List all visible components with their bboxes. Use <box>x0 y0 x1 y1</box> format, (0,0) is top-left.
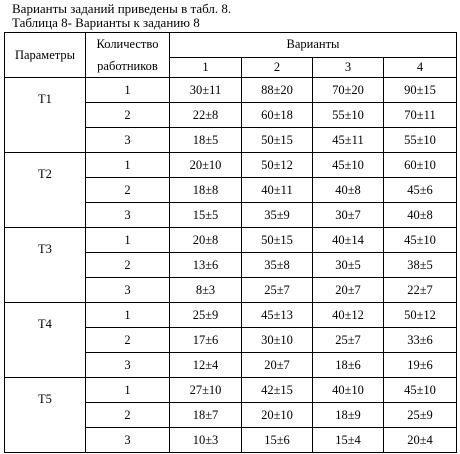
parameter-name: T5 <box>5 378 86 453</box>
variant-value-cell: 18±6 <box>313 353 384 378</box>
worker-count-cell: 3 <box>86 203 170 228</box>
variant-value-cell: 60±10 <box>384 153 457 178</box>
variant-value-cell: 25±7 <box>242 278 313 303</box>
worker-count-cell: 3 <box>86 428 170 453</box>
variant-value-cell: 13±6 <box>170 253 242 278</box>
variant-value-cell: 30±5 <box>313 253 384 278</box>
variant-value-cell: 50±15 <box>242 228 313 253</box>
variant-value-cell: 40±14 <box>313 228 384 253</box>
variant-value-cell: 18±5 <box>170 128 242 153</box>
variant-value-cell: 20±10 <box>242 403 313 428</box>
variant-value-cell: 30±7 <box>313 203 384 228</box>
worker-count-cell: 1 <box>86 153 170 178</box>
variant-value-cell: 35±8 <box>242 253 313 278</box>
worker-count-cell: 1 <box>86 228 170 253</box>
worker-count-cell: 2 <box>86 103 170 128</box>
variant-value-cell: 45±6 <box>384 178 457 203</box>
variant-value-cell: 45±10 <box>384 228 457 253</box>
header-worker-count <box>86 33 170 78</box>
variant-value-cell: 20±4 <box>384 428 457 453</box>
variant-value-cell: 8±3 <box>170 278 242 303</box>
variant-value-cell: 18±8 <box>170 178 242 203</box>
parameter-name: T1 <box>5 78 86 153</box>
variant-value-cell: 40±12 <box>313 303 384 328</box>
worker-count-cell: 3 <box>86 278 170 303</box>
header-variant-number: 1 <box>170 57 242 77</box>
variant-value-cell: 70±20 <box>313 78 384 103</box>
parameter-name: T2 <box>5 153 86 228</box>
variant-value-cell: 70±11 <box>384 103 457 128</box>
variant-value-cell: 55±10 <box>313 103 384 128</box>
variant-value-cell: 22±7 <box>384 278 457 303</box>
variant-value-cell: 17±6 <box>170 328 242 353</box>
variant-value-cell: 25±9 <box>384 403 457 428</box>
variant-value-cell: 50±12 <box>384 303 457 328</box>
variant-value-cell: 30±11 <box>170 78 242 103</box>
variants-table <box>4 32 457 453</box>
variant-value-cell: 15±6 <box>242 428 313 453</box>
variant-value-cell: 50±12 <box>242 153 313 178</box>
variant-value-cell: 45±13 <box>242 303 313 328</box>
header-variant-number: 4 <box>384 57 457 77</box>
variant-value-cell: 35±9 <box>242 203 313 228</box>
header-variants: Варианты <box>170 33 457 58</box>
variant-value-cell: 15±4 <box>313 428 384 453</box>
variant-value-cell: 20±7 <box>242 353 313 378</box>
variant-value-cell: 55±10 <box>384 128 457 153</box>
worker-count-cell: 2 <box>86 328 170 353</box>
variant-value-cell: 22±8 <box>170 103 242 128</box>
variant-value-cell: 10±3 <box>170 428 242 453</box>
table-row <box>5 378 457 403</box>
variant-value-cell: 30±10 <box>242 328 313 353</box>
variant-value-cell: 40±8 <box>313 178 384 203</box>
table-row <box>5 303 457 328</box>
variant-value-cell: 25±9 <box>170 303 242 328</box>
variant-value-cell: 42±15 <box>242 378 313 403</box>
intro-line: Варианты заданий приведены в табл. 8. <box>12 1 232 16</box>
worker-count-cell: 2 <box>86 253 170 278</box>
variant-value-cell: 88±20 <box>242 78 313 103</box>
variant-value-cell: 18±7 <box>170 403 242 428</box>
variant-value-cell: 25±7 <box>313 328 384 353</box>
header-variant-number: 2 <box>242 57 313 77</box>
header-count-line1: Количество <box>96 37 159 51</box>
variant-value-cell: 33±6 <box>384 328 457 353</box>
variant-value-cell: 18±9 <box>313 403 384 428</box>
variant-value-cell: 45±10 <box>384 378 457 403</box>
variant-value-cell: 12±4 <box>170 353 242 378</box>
worker-count-cell: 2 <box>86 178 170 203</box>
variant-value-cell: 60±18 <box>242 103 313 128</box>
table-row <box>5 228 457 253</box>
variant-value-cell: 27±10 <box>170 378 242 403</box>
parameter-name: T3 <box>5 228 86 303</box>
variant-value-cell: 45±11 <box>313 128 384 153</box>
header-variant-number: 3 <box>313 57 384 77</box>
variant-value-cell: 45±10 <box>313 153 384 178</box>
variant-value-cell: 20±7 <box>313 278 384 303</box>
worker-count-cell: 1 <box>86 378 170 403</box>
variant-value-cell: 40±8 <box>384 203 457 228</box>
variant-value-cell: 40±10 <box>313 378 384 403</box>
variant-value-cell: 50±15 <box>242 128 313 153</box>
table-row <box>5 153 457 178</box>
table-row <box>5 78 457 103</box>
header-parameters: Параметры <box>5 33 86 78</box>
worker-count-cell: 3 <box>86 353 170 378</box>
table-body <box>5 78 457 453</box>
variant-value-cell: 15±5 <box>170 203 242 228</box>
header-count-line2: работников <box>97 59 158 73</box>
parameter-name: T4 <box>5 303 86 378</box>
variant-value-cell: 40±11 <box>242 178 313 203</box>
variant-value-cell: 90±15 <box>384 78 457 103</box>
worker-count-cell: 1 <box>86 78 170 103</box>
worker-count-cell: 1 <box>86 303 170 328</box>
variant-value-cell: 19±6 <box>384 353 457 378</box>
variant-value-cell: 20±8 <box>170 228 242 253</box>
table-caption: Таблица 8- Варианты к заданию 8 <box>12 15 200 30</box>
variant-value-cell: 38±5 <box>384 253 457 278</box>
worker-count-cell: 2 <box>86 403 170 428</box>
intro-text <box>12 2 231 30</box>
worker-count-cell: 3 <box>86 128 170 153</box>
variant-value-cell: 20±10 <box>170 153 242 178</box>
